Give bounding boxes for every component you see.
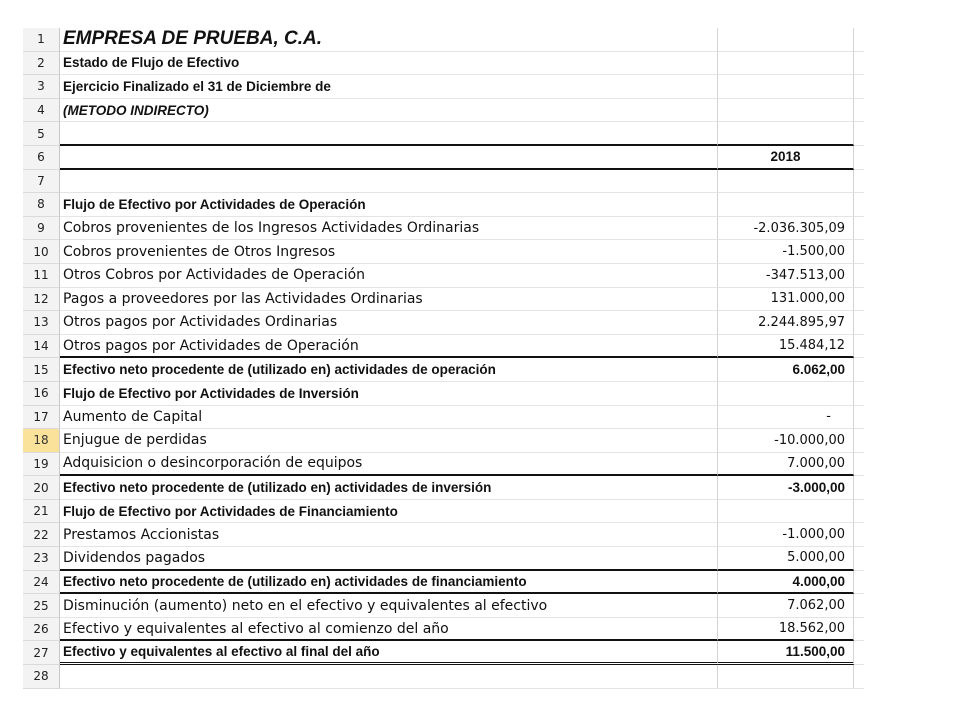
sheet-row (23, 288, 864, 312)
row-header[interactable]: 5 (23, 122, 60, 146)
report-title-cell[interactable]: Estado de Flujo de Efectivo (60, 52, 718, 76)
row-header[interactable]: 10 (23, 240, 60, 264)
sheet-row (23, 618, 864, 642)
method-cell[interactable]: (METODO INDIRECTO) (60, 99, 718, 123)
value-cell[interactable]: 7.000,00 (718, 453, 854, 477)
empty-cell[interactable] (854, 99, 864, 123)
row-header[interactable]: 26 (23, 618, 60, 642)
subtotal-value-cell[interactable]: 4.000,00 (718, 571, 854, 595)
row-header[interactable]: 23 (23, 547, 60, 571)
empty-cell[interactable] (854, 476, 864, 500)
empty-cell[interactable] (854, 28, 864, 52)
sheet-row (23, 358, 864, 382)
value-cell[interactable]: 15.484,12 (718, 335, 854, 359)
row-header[interactable]: 27 (23, 641, 60, 665)
empty-cell[interactable] (854, 641, 864, 665)
value-cell[interactable]: 131.000,00 (718, 288, 854, 312)
value-cell[interactable] (718, 75, 854, 99)
subtotal-value-cell[interactable]: -3.000,00 (718, 476, 854, 500)
value-cell[interactable]: -1.000,00 (718, 523, 854, 547)
value-cell[interactable] (718, 122, 854, 146)
row-header[interactable]: 21 (23, 500, 60, 524)
label-cell[interactable]: Enjugue de perdidas (60, 429, 718, 453)
row-header[interactable]: 1 (23, 28, 60, 52)
section-header-cell[interactable]: Flujo de Efectivo por Actividades de Inversión (60, 382, 718, 406)
empty-cell[interactable] (854, 146, 864, 170)
sheet-row (23, 240, 864, 264)
total-label-cell[interactable]: Efectivo y equivalentes al efectivo al final del año (60, 641, 718, 665)
sheet-row (23, 122, 864, 146)
subtotal-label-cell[interactable]: Efectivo neto procedente de (utilizado en) actividades de operación (60, 358, 718, 382)
label-cell[interactable]: Cobros provenientes de Otros Ingresos (60, 240, 718, 264)
row-header[interactable]: 22 (23, 523, 60, 547)
label-cell[interactable]: Otros pagos por Actividades de Operación (60, 335, 718, 359)
row-header[interactable]: 24 (23, 571, 60, 595)
empty-cell[interactable] (854, 217, 864, 241)
empty-cell[interactable] (854, 382, 864, 406)
sheet-row (23, 170, 864, 194)
label-cell[interactable]: Aumento de Capital (60, 406, 718, 430)
subtotal-value-cell[interactable]: 6.062,00 (718, 358, 854, 382)
empty-cell[interactable] (854, 429, 864, 453)
value-cell[interactable]: -10.000,00 (718, 429, 854, 453)
sheet-row (23, 311, 864, 335)
sheet-row (23, 547, 864, 571)
empty-cell[interactable] (854, 594, 864, 618)
empty-cell[interactable] (854, 665, 864, 689)
label-cell[interactable]: Prestamos Accionistas (60, 523, 718, 547)
empty-cell[interactable] (854, 335, 864, 359)
empty-cell[interactable] (854, 547, 864, 571)
label-cell[interactable] (60, 146, 718, 170)
empty-cell[interactable] (854, 170, 864, 194)
sheet-row (23, 264, 864, 288)
empty-cell[interactable] (854, 122, 864, 146)
sheet-row (23, 665, 864, 689)
sheet-row (23, 476, 864, 500)
sheet-row (23, 523, 864, 547)
label-cell[interactable]: Adquisicion o desincorporación de equipos (60, 453, 718, 477)
empty-cell[interactable] (854, 618, 864, 642)
total-value-cell[interactable]: 11.500,00 (718, 641, 854, 665)
row-header[interactable]: 6 (23, 146, 60, 170)
empty-cell[interactable] (854, 288, 864, 312)
row-header[interactable]: 4 (23, 99, 60, 123)
label-cell[interactable]: Pagos a proveedores por las Actividades Ordinarias (60, 288, 718, 312)
row-header[interactable]: 11 (23, 264, 60, 288)
value-cell[interactable] (718, 99, 854, 123)
empty-cell[interactable] (854, 240, 864, 264)
company-name-cell[interactable]: EMPRESA DE PRUEBA, C.A. (60, 28, 718, 52)
sheet-row (23, 594, 864, 618)
value-cell[interactable] (718, 28, 854, 52)
label-cell[interactable] (60, 665, 718, 689)
value-cell[interactable]: 5.000,00 (718, 547, 854, 571)
period-cell[interactable]: Ejercicio Finalizado el 31 de Diciembre de (60, 75, 718, 99)
row-header[interactable]: 9 (23, 217, 60, 241)
empty-cell[interactable] (854, 264, 864, 288)
label-cell[interactable]: Dividendos pagados (60, 547, 718, 571)
sheet-row (23, 641, 864, 665)
row-header[interactable]: 14 (23, 335, 60, 359)
row-header[interactable]: 12 (23, 288, 60, 312)
value-cell[interactable] (718, 170, 854, 194)
row-header[interactable]: 2 (23, 52, 60, 76)
label-cell[interactable]: Efectivo y equivalentes al efectivo al comienzo del año (60, 618, 718, 642)
sheet-row (23, 146, 864, 170)
empty-cell[interactable] (854, 358, 864, 382)
empty-cell[interactable] (854, 406, 864, 430)
empty-cell[interactable] (854, 193, 864, 217)
row-header[interactable]: 25 (23, 594, 60, 618)
row-header[interactable]: 17 (23, 406, 60, 430)
label-cell[interactable]: Disminución (aumento) neto en el efectivo y equivalentes al efectivo (60, 594, 718, 618)
label-cell[interactable]: Otros pagos por Actividades Ordinarias (60, 311, 718, 335)
empty-cell[interactable] (854, 453, 864, 477)
section-header-cell[interactable]: Flujo de Efectivo por Actividades de Financiamiento (60, 500, 718, 524)
spreadsheet-grid (23, 28, 864, 689)
sheet-row (23, 382, 864, 406)
row-header[interactable]: 13 (23, 311, 60, 335)
row-header[interactable]: 8 (23, 193, 60, 217)
sheet-row (23, 193, 864, 217)
sheet-row (23, 406, 864, 430)
row-header[interactable]: 7 (23, 170, 60, 194)
value-cell[interactable]: 2.244.895,97 (718, 311, 854, 335)
value-cell[interactable] (718, 193, 854, 217)
section-header-cell[interactable]: Flujo de Efectivo por Actividades de Operación (60, 193, 718, 217)
year-header-cell[interactable]: 2018 (718, 146, 854, 170)
value-cell[interactable]: -347.513,00 (718, 264, 854, 288)
value-cell[interactable]: 18.562,00 (718, 618, 854, 642)
value-cell[interactable]: -2.036.305,09 (718, 217, 854, 241)
value-cell[interactable] (718, 665, 854, 689)
sheet-row (23, 99, 864, 123)
empty-cell[interactable] (854, 571, 864, 595)
sheet-row (23, 335, 864, 359)
row-header[interactable]: 19 (23, 453, 60, 477)
value-cell[interactable]: -1.500,00 (718, 240, 854, 264)
sheet-row (23, 217, 864, 241)
row-header[interactable]: 15 (23, 358, 60, 382)
empty-cell[interactable] (854, 311, 864, 335)
empty-cell[interactable] (854, 523, 864, 547)
row-header[interactable]: 20 (23, 476, 60, 500)
sheet-row (23, 453, 864, 477)
sheet-row (23, 75, 864, 99)
empty-cell[interactable] (854, 52, 864, 76)
sheet-row (23, 500, 864, 524)
empty-cell[interactable] (854, 500, 864, 524)
value-cell[interactable] (718, 382, 854, 406)
label-cell[interactable]: Otros Cobros por Actividades de Operación (60, 264, 718, 288)
empty-cell[interactable] (854, 75, 864, 99)
value-cell[interactable]: - (718, 406, 854, 430)
value-cell[interactable] (718, 500, 854, 524)
subtotal-label-cell[interactable]: Efectivo neto procedente de (utilizado en) actividades de inversión (60, 476, 718, 500)
value-cell[interactable] (718, 52, 854, 76)
subtotal-label-cell[interactable]: Efectivo neto procedente de (utilizado en) actividades de financiamiento (60, 571, 718, 595)
label-cell[interactable] (60, 170, 718, 194)
row-header[interactable]: 3 (23, 75, 60, 99)
label-cell[interactable]: Cobros provenientes de los Ingresos Actividades Ordinarias (60, 217, 718, 241)
sheet-row (23, 571, 864, 595)
sheet-row (23, 52, 864, 76)
label-cell[interactable] (60, 122, 718, 146)
value-cell[interactable]: 7.062,00 (718, 594, 854, 618)
sheet-row (23, 429, 864, 453)
row-header[interactable]: 28 (23, 665, 60, 689)
sheet-row (23, 28, 864, 52)
row-header[interactable]: 16 (23, 382, 60, 406)
row-header-selected[interactable]: 18 (23, 429, 60, 453)
